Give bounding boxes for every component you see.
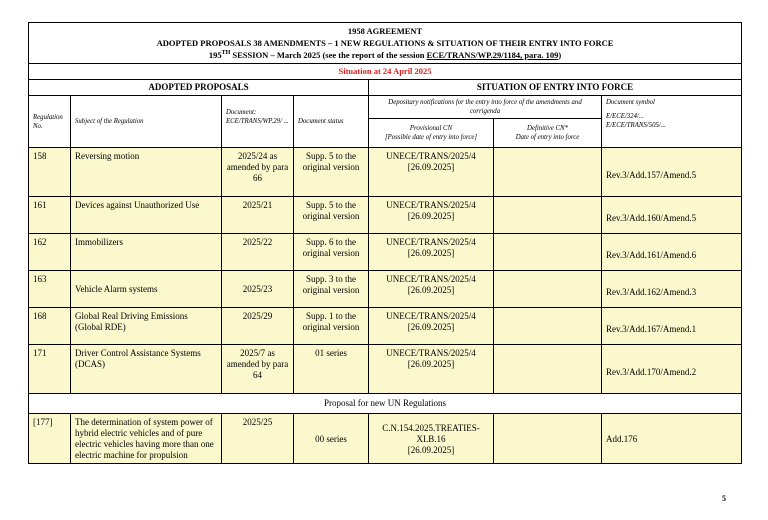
regulation-subject: The determination of system power of hybrid electric vehicles and of pure electric vehicles having more than one electric machine for propulsion xyxy=(71,414,222,464)
definitive-cn xyxy=(494,234,602,271)
document-status: Supp. 5 to the original version xyxy=(294,148,369,197)
document-number: 2025/23 xyxy=(222,271,294,308)
col-subject: Subject of the Regulation xyxy=(71,96,222,148)
regulation-subject: Reversing motion xyxy=(71,148,222,197)
document-number: 2025/7 as amended by para 64 xyxy=(222,345,294,394)
document-status: Supp. 6 to the original version xyxy=(294,234,369,271)
col-provisional-cn: Provisional CN [Possible date of entry into force] xyxy=(369,119,494,148)
definitive-cn xyxy=(494,148,602,197)
col-definitive-cn: Definitive CN* Date of entry into force xyxy=(494,119,602,148)
provisional-cn: UNECE/TRANS/2025/4 [26.09.2025] xyxy=(369,308,494,345)
table-row xyxy=(29,345,742,394)
regulation-number: 162 xyxy=(29,234,71,271)
col-document-symbol: Document symbol E/ECE/324/... E/ECE/TRANS/505/... xyxy=(602,96,742,148)
regulation-number: [177] xyxy=(29,414,71,464)
col-regulation-no: Regulation No. xyxy=(29,96,71,148)
document-header xyxy=(29,23,742,64)
document-status: 01 series xyxy=(294,345,369,394)
session-line: 195TH SESSION – March 2025 (see the report of the session ECE/TRANS/WP.29/1184, para. 109) xyxy=(208,50,562,60)
document-number: 2025/21 xyxy=(222,197,294,234)
definitive-cn xyxy=(494,345,602,394)
provisional-cn: UNECE/TRANS/2025/4 [26.09.2025] xyxy=(369,271,494,308)
session-report-link[interactable]: ECE/TRANS/WP.29/1184, para. 109 xyxy=(426,50,559,60)
adopted-proposals-heading: ADOPTED PROPOSALS xyxy=(29,80,369,96)
document-status: Supp. 5 to the original version xyxy=(294,197,369,234)
regulation-number: 163 xyxy=(29,271,71,308)
page-number: 5 xyxy=(722,494,726,503)
regulation-number: 171 xyxy=(29,345,71,394)
provisional-cn: UNECE/TRANS/2025/4 [26.09.2025] xyxy=(369,345,494,394)
document-page xyxy=(28,22,741,464)
document-number: 2025/24 as amended by para 66 xyxy=(222,148,294,197)
table-row xyxy=(29,234,742,271)
situation-date: Situation at 24 April 2025 xyxy=(29,64,742,80)
document-status: 00 series xyxy=(294,414,369,464)
entry-into-force-heading: SITUATION OF ENTRY INTO FORCE xyxy=(369,80,742,96)
definitive-cn xyxy=(494,414,602,464)
document-symbol: Rev.3/Add.157/Amend.5 xyxy=(602,148,742,197)
table-row xyxy=(29,148,742,197)
col-document: Document: ECE/TRANS/WP.29/ ... xyxy=(222,96,294,148)
document-symbol: Rev.3/Add.167/Amend.1 xyxy=(602,308,742,345)
col-document-status: Document status xyxy=(294,96,369,148)
regulation-subject: Devices against Unauthorized Use xyxy=(71,197,222,234)
definitive-cn xyxy=(494,197,602,234)
agreement-title: 1958 AGREEMENT xyxy=(347,26,423,36)
table-row xyxy=(29,414,742,464)
regulation-subject: Immobilizers xyxy=(71,234,222,271)
regulation-subject: Global Real Driving Emissions (Global RDE) xyxy=(71,308,222,345)
regulation-number: 158 xyxy=(29,148,71,197)
document-number: 2025/22 xyxy=(222,234,294,271)
document-number: 2025/29 xyxy=(222,308,294,345)
document-number: 2025/25 xyxy=(222,414,294,464)
document-status: Supp. 1 to the original version xyxy=(294,308,369,345)
provisional-cn: UNECE/TRANS/2025/4 [26.09.2025] xyxy=(369,148,494,197)
table-row xyxy=(29,271,742,308)
agreement-subtitle: ADOPTED PROPOSALS 38 AMENDMENTS – 1 NEW REGULATIONS & SITUATION OF THEIR ENTRY INTO FORCE xyxy=(156,38,614,48)
document-status: Supp. 3 to the original version xyxy=(294,271,369,308)
regulation-number: 161 xyxy=(29,197,71,234)
table-row xyxy=(29,308,742,345)
table-row xyxy=(29,197,742,234)
document-symbol: Rev.3/Add.161/Amend.6 xyxy=(602,234,742,271)
regulation-number: 168 xyxy=(29,308,71,345)
provisional-cn: C.N.154.2025.TREATIES-XI.B.16 [26.09.2025] xyxy=(369,414,494,464)
definitive-cn xyxy=(494,308,602,345)
document-symbol: Rev.3/Add.162/Amend.3 xyxy=(602,271,742,308)
regulation-subject: Driver Control Assistance Systems (DCAS) xyxy=(71,345,222,394)
agreement-table xyxy=(28,22,742,464)
new-regulations-heading: Proposal for new UN Regulations xyxy=(29,394,742,414)
col-depositary-notifications: Depositary notifications for the entry into force of the amendments and corrigenda xyxy=(369,96,602,119)
document-symbol: Add.176 xyxy=(602,414,742,464)
document-symbol: Rev.3/Add.160/Amend.5 xyxy=(602,197,742,234)
regulation-subject: Vehicle Alarm systems xyxy=(71,271,222,308)
document-symbol: Rev.3/Add.170/Amend.2 xyxy=(602,345,742,394)
new-regulations-row xyxy=(29,394,742,414)
provisional-cn: UNECE/TRANS/2025/4 [26.09.2025] xyxy=(369,197,494,234)
provisional-cn: UNECE/TRANS/2025/4 [26.09.2025] xyxy=(369,234,494,271)
definitive-cn xyxy=(494,271,602,308)
